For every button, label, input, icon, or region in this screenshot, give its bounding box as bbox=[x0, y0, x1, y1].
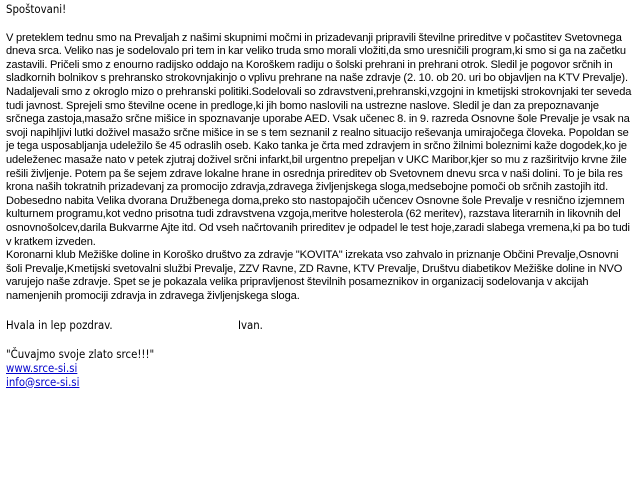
paragraph-events: Nadaljevali smo z okroglo mizo o prehranski politiki.Sodelovali so zdravstveni,prehranski,vzgojni in kmetijski strokovnjaki ter seveda tudi javnost. Sprejeli smo številne ocene in predloge,ki jih bomo naslovili na ustrezne naslove. Sledil je dan za prepoznavanje srčnega zastoja,masažo srčne mišice in spoznavanje uporabe AED. Vsak učenec 8. in 9. razreda Osnovne šole Prevalje je vsak na svoji napihljivi lutki doživel masažo srčne mišice in se s tem seznanil z realno situacijo reševanja umirajočega človeka. Popoldan se je tega usposabljanja udeležilo še 45 odraslih oseb. Kako tanka je črta med zdravjem in srčno žilnimi boleznimi kaže dogodek,ko je udeleženec masaže nato v petek zjutraj doživel srčni infarkt,bil urgentno prepeljan v UKC Maribor,kjer so mu z razširitvijo krvne žile rešili življenje. Potem pa še sejem zdrave lokalne hrane in osrednja prireditev ob Svetovnem dnevu srca v naši dolini. To je bila res krona naših tokratnih prizadevanj za promocijo zdravja,zdravega življenjskega sloga,medsebojne pomoči ob srčnih zastojih itd. Dobesedno nabita Velika dvorana Družbenega doma,preko sto nastopajočih učencev Osnovne šole Prevalje v resnično izjemnem kulturnem programu,kot vedno prisotna tudi zdravstvena vzgoja,meritve holesterola (62 meritev), razstava literarnih in likovnih del osnovnošolcev,darila Bukvarrne Ajte itd. Od vseh načrtovanih prireditev je odpadel le test hoje,zaradi slabega vremena,ki pa bo tudi v kratkem izveden. bbox=[6, 85, 632, 248]
signature: Ivan. bbox=[238, 319, 263, 333]
email-body bbox=[6, 32, 634, 304]
paragraph-thanks: Koronarni klub Mežiške doline in Koroško društvo za zdravje "KOVITA" izrekata vso zahvalo in priznanje Občini Prevalje,Osnovni šoli Prevalje,Kmetijski svetovalni službi Prevalje, ZZV Ravne, ZD Ravne, KTV Prevalje, Društvu diabetikov Mežiške doline in NVO varujejo naše zdravje. Spet se je pokazala velika pripravljenost številnih posameznikov in organizacij sodelovanja v akcijah namenjenih promociji zdravja in zdravega življenjskega sloga. bbox=[6, 249, 623, 302]
motto-line: "Čuvajmo svoje zlato srce!!!" bbox=[6, 348, 155, 362]
paragraph-intro: V preteklem tednu smo na Prevaljah z našimi skupnimi močmi in prizadevanji pripravili številne prireditve v počastitev Svetovnega dneva srca. Veliko nas je sodelovalo pri tem in kar veliko truda smo morali vložiti,da smo uresničili program,ki smo si ga na začetku zastavili. Pričeli smo z enourno radijsko oddajo na Koroškem radiju o šolski prehrani in prehrani otrok. Sledil je pogovor srčnih in sladkornih bolnikov s prehransko strokovnjakinjo o vplivu prehrane na naše zdravje (2. 10. ob 20. uri bo objavljen na KTV Prevalje). bbox=[6, 31, 628, 85]
closing-line: Hvala in lep pozdrav. bbox=[6, 319, 113, 333]
email-document bbox=[6, 3, 634, 389]
greeting-line: Spoštovani! bbox=[6, 3, 67, 16]
email-link[interactable]: info@srce-si.si bbox=[6, 375, 80, 389]
closing-row bbox=[6, 319, 634, 333]
website-link[interactable]: www.srce-si.si bbox=[6, 362, 78, 376]
